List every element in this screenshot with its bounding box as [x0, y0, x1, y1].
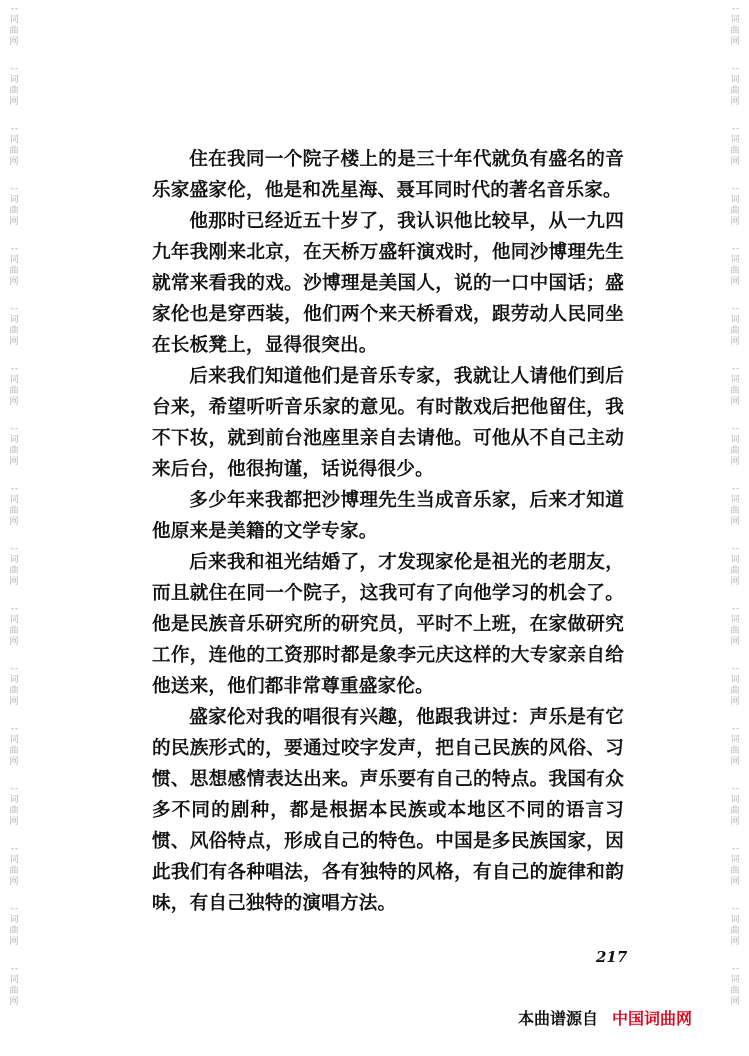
watermark-char: 词 — [9, 495, 19, 505]
watermark-char: 网 — [9, 397, 19, 407]
watermark-char: 词 — [730, 555, 740, 565]
watermark-group — [9, 840, 18, 900]
watermark-char: 网 — [730, 37, 740, 47]
watermark-dash: - - — [731, 484, 739, 494]
watermark-char: 网 — [9, 577, 19, 587]
footer-source-credit — [518, 1006, 692, 1029]
watermark-char: 词 — [730, 15, 740, 25]
watermark-char: 词 — [9, 135, 19, 145]
watermark-dash: - - — [10, 844, 18, 854]
watermark-char: 曲 — [730, 86, 740, 96]
watermark-group — [9, 480, 18, 540]
watermark-char: 曲 — [9, 146, 19, 156]
watermark-group — [730, 720, 739, 780]
watermark-group — [730, 660, 739, 720]
watermark-group — [730, 60, 739, 120]
watermark-group — [9, 240, 18, 300]
watermark-group — [9, 900, 18, 960]
watermark-dash: - - — [10, 304, 18, 314]
watermark-char: 词 — [9, 435, 19, 445]
watermark-group — [9, 600, 18, 660]
watermark-char: 词 — [730, 435, 740, 445]
watermark-char: 曲 — [9, 266, 19, 276]
left-watermark-strip — [4, 0, 24, 1056]
watermark-char: 曲 — [730, 446, 740, 456]
watermark-char: 网 — [9, 937, 19, 947]
watermark-dash: - - — [731, 784, 739, 794]
watermark-dash: - - — [731, 544, 739, 554]
watermark-dash: - - — [10, 664, 18, 674]
watermark-char: 网 — [730, 277, 740, 287]
watermark-group — [9, 960, 18, 1020]
watermark-dash: - - — [731, 124, 739, 134]
watermark-char: 网 — [730, 217, 740, 227]
watermark-group — [730, 180, 739, 240]
watermark-char: 词 — [9, 975, 19, 985]
watermark-char: 词 — [9, 195, 19, 205]
watermark-dash: - - — [731, 64, 739, 74]
watermark-char: 网 — [730, 337, 740, 347]
watermark-char: 曲 — [730, 926, 740, 936]
watermark-char: 网 — [9, 757, 19, 767]
watermark-dash: - - — [731, 304, 739, 314]
watermark-dash: - - — [10, 724, 18, 734]
watermark-char: 曲 — [9, 806, 19, 816]
watermark-char: 网 — [9, 997, 19, 1007]
watermark-char: 词 — [9, 735, 19, 745]
watermark-char: 词 — [730, 675, 740, 685]
watermark-char: 曲 — [9, 566, 19, 576]
watermark-char: 词 — [9, 315, 19, 325]
watermark-char: 曲 — [9, 206, 19, 216]
paragraph-2: 他那时已经近五十岁了，我认识他比较早，从一九四九年我刚来北京，在天桥万盛轩演戏时，他同沙博理先生就常来看我的戏。沙博理是美国人，说的一口中国话；盛家伦也是穿西装，他们两个来天桥看戏，跟劳动人民同坐在长板凳上，显得很突出。 — [152, 211, 624, 356]
watermark-char: 词 — [730, 255, 740, 265]
watermark-char: 曲 — [9, 686, 19, 696]
watermark-group — [730, 840, 739, 900]
watermark-group — [9, 420, 18, 480]
watermark-dash: - - — [10, 184, 18, 194]
watermark-char: 曲 — [730, 986, 740, 996]
watermark-dash: - - — [10, 604, 18, 614]
watermark-char: 词 — [9, 75, 19, 85]
watermark-group — [9, 780, 18, 840]
watermark-group — [730, 120, 739, 180]
watermark-char: 词 — [730, 75, 740, 85]
watermark-group — [9, 660, 18, 720]
watermark-char: 词 — [9, 615, 19, 625]
watermark-char: 网 — [9, 697, 19, 707]
source-label: 本曲谱源自 — [518, 1009, 599, 1028]
watermark-char: 网 — [730, 457, 740, 467]
watermark-char: 词 — [9, 375, 19, 385]
watermark-char: 网 — [9, 157, 19, 167]
watermark-group — [9, 120, 18, 180]
watermark-group — [9, 720, 18, 780]
watermark-char: 网 — [9, 877, 19, 887]
watermark-dash: - - — [731, 664, 739, 674]
watermark-dash: - - — [731, 244, 739, 254]
paragraph-1: 住在我同一个院子楼上的是三十年代就负有盛名的音乐家盛家伦，他是和冼星海、聂耳同时代的著名音乐家。 — [152, 149, 624, 201]
watermark-char: 曲 — [730, 146, 740, 156]
site-name-link[interactable]: 中国词曲网 — [612, 1009, 693, 1028]
watermark-group — [730, 540, 739, 600]
watermark-char: 曲 — [9, 866, 19, 876]
watermark-char: 网 — [9, 517, 19, 527]
watermark-char: 词 — [730, 975, 740, 985]
watermark-group — [9, 0, 18, 60]
watermark-group — [730, 360, 739, 420]
watermark-group — [9, 300, 18, 360]
watermark-group — [730, 240, 739, 300]
watermark-dash: - - — [10, 64, 18, 74]
watermark-char: 曲 — [9, 386, 19, 396]
watermark-group — [9, 180, 18, 240]
watermark-dash: - - — [10, 544, 18, 554]
watermark-char: 曲 — [730, 686, 740, 696]
watermark-dash: - - — [10, 784, 18, 794]
watermark-char: 词 — [730, 735, 740, 745]
watermark-char: 词 — [9, 15, 19, 25]
watermark-dash: - - — [10, 904, 18, 914]
watermark-char: 词 — [730, 135, 740, 145]
watermark-dash: - - — [10, 364, 18, 374]
watermark-group — [730, 600, 739, 660]
watermark-char: 曲 — [730, 26, 740, 36]
watermark-char: 网 — [730, 937, 740, 947]
watermark-dash: - - — [731, 844, 739, 854]
watermark-char: 曲 — [9, 986, 19, 996]
watermark-group — [730, 900, 739, 960]
watermark-dash: - - — [10, 424, 18, 434]
watermark-char: 曲 — [9, 26, 19, 36]
watermark-dash: - - — [731, 724, 739, 734]
watermark-char: 网 — [730, 97, 740, 107]
watermark-char: 曲 — [730, 746, 740, 756]
right-watermark-strip — [725, 0, 745, 1056]
page-number: 217 — [596, 948, 628, 966]
watermark-group — [730, 780, 739, 840]
watermark-dash: - - — [10, 244, 18, 254]
watermark-group — [9, 60, 18, 120]
watermark-char: 曲 — [730, 626, 740, 636]
watermark-dash: - - — [10, 124, 18, 134]
watermark-char: 网 — [9, 37, 19, 47]
watermark-group — [730, 0, 739, 60]
watermark-char: 网 — [9, 637, 19, 647]
watermark-char: 曲 — [730, 386, 740, 396]
watermark-char: 网 — [9, 217, 19, 227]
watermark-char: 曲 — [730, 866, 740, 876]
watermark-char: 网 — [730, 757, 740, 767]
watermark-char: 词 — [9, 855, 19, 865]
watermark-char: 曲 — [9, 446, 19, 456]
watermark-char: 网 — [730, 577, 740, 587]
watermark-char: 曲 — [730, 266, 740, 276]
watermark-char: 网 — [9, 277, 19, 287]
watermark-char: 网 — [730, 397, 740, 407]
watermark-group — [730, 480, 739, 540]
watermark-dash: - - — [731, 4, 739, 14]
paragraph-4: 多少年来我都把沙博理先生当成音乐家，后来才知道他原来是美籍的文学专家。 — [152, 490, 624, 542]
watermark-char: 词 — [730, 375, 740, 385]
watermark-char: 网 — [730, 817, 740, 827]
watermark-char: 词 — [730, 495, 740, 505]
watermark-dash: - - — [10, 484, 18, 494]
watermark-char: 网 — [9, 457, 19, 467]
watermark-char: 词 — [9, 675, 19, 685]
watermark-dash: - - — [731, 364, 739, 374]
watermark-char: 曲 — [730, 506, 740, 516]
watermark-dash: - - — [731, 604, 739, 614]
watermark-char: 词 — [730, 915, 740, 925]
watermark-char: 词 — [730, 855, 740, 865]
watermark-group — [9, 360, 18, 420]
watermark-char: 网 — [9, 337, 19, 347]
watermark-char: 网 — [730, 517, 740, 527]
watermark-char: 网 — [9, 97, 19, 107]
watermark-char: 曲 — [9, 746, 19, 756]
watermark-char: 网 — [730, 997, 740, 1007]
watermark-char: 词 — [730, 195, 740, 205]
watermark-char: 词 — [730, 315, 740, 325]
watermark-char: 曲 — [730, 566, 740, 576]
watermark-char: 曲 — [730, 206, 740, 216]
watermark-char: 曲 — [9, 506, 19, 516]
watermark-char: 曲 — [9, 626, 19, 636]
paragraph-6: 盛家伦对我的唱很有兴趣，他跟我讲过：声乐是有它的民族形式的，要通过咬字发声，把自己民族的风俗、习惯、思想感情表达出来。声乐要有自己的特点。我国有众多不同的剧种，都是根据本民族或本地区不同的语言习惯、风俗特点，形成自己的特色。中国是多民族国家，因此我们有各种唱法，各有独特的风格，有自己的旋律和韵味，有自己独特的演唱方法。 — [152, 707, 624, 914]
watermark-char: 词 — [9, 255, 19, 265]
watermark-dash: - - — [731, 964, 739, 974]
watermark-char: 网 — [730, 637, 740, 647]
watermark-dash: - - — [10, 4, 18, 14]
watermark-dash: - - — [731, 424, 739, 434]
watermark-char: 网 — [730, 697, 740, 707]
watermark-dash: - - — [731, 184, 739, 194]
paragraph-3: 后来我们知道他们是音乐专家，我就让人请他们到后台来，希望听听音乐家的意见。有时散戏后把他留住，我不下妆，就到前台池座里亲自去请他。可他从不自己主动来后台，他很拘谨，话说得很少。 — [152, 366, 624, 480]
watermark-group — [730, 300, 739, 360]
watermark-group — [730, 420, 739, 480]
watermark-char: 词 — [730, 615, 740, 625]
watermark-char: 网 — [9, 817, 19, 827]
watermark-char: 曲 — [9, 86, 19, 96]
watermark-char: 词 — [730, 795, 740, 805]
watermark-char: 曲 — [9, 326, 19, 336]
watermark-char: 曲 — [730, 326, 740, 336]
watermark-char: 词 — [9, 555, 19, 565]
watermark-group — [730, 960, 739, 1020]
watermark-char: 网 — [730, 157, 740, 167]
watermark-char: 网 — [730, 877, 740, 887]
watermark-char: 词 — [9, 915, 19, 925]
watermark-char: 曲 — [730, 806, 740, 816]
watermark-dash: - - — [10, 964, 18, 974]
paragraph-5: 后来我和祖光结婚了，才发现家伦是祖光的老朋友，而且就住在同一个院子，这我可有了向他学习的机会了。他是民族音乐研究所的研究员，平时不上班，在家做研究工作，连他的工资那时都是象李元庆这样的大专家亲自给他送来，他们都非常尊重盛家伦。 — [152, 552, 624, 697]
watermark-char: 词 — [9, 795, 19, 805]
watermark-group — [9, 540, 18, 600]
watermark-char: 曲 — [9, 926, 19, 936]
watermark-dash: - - — [731, 904, 739, 914]
page-body — [152, 144, 624, 919]
